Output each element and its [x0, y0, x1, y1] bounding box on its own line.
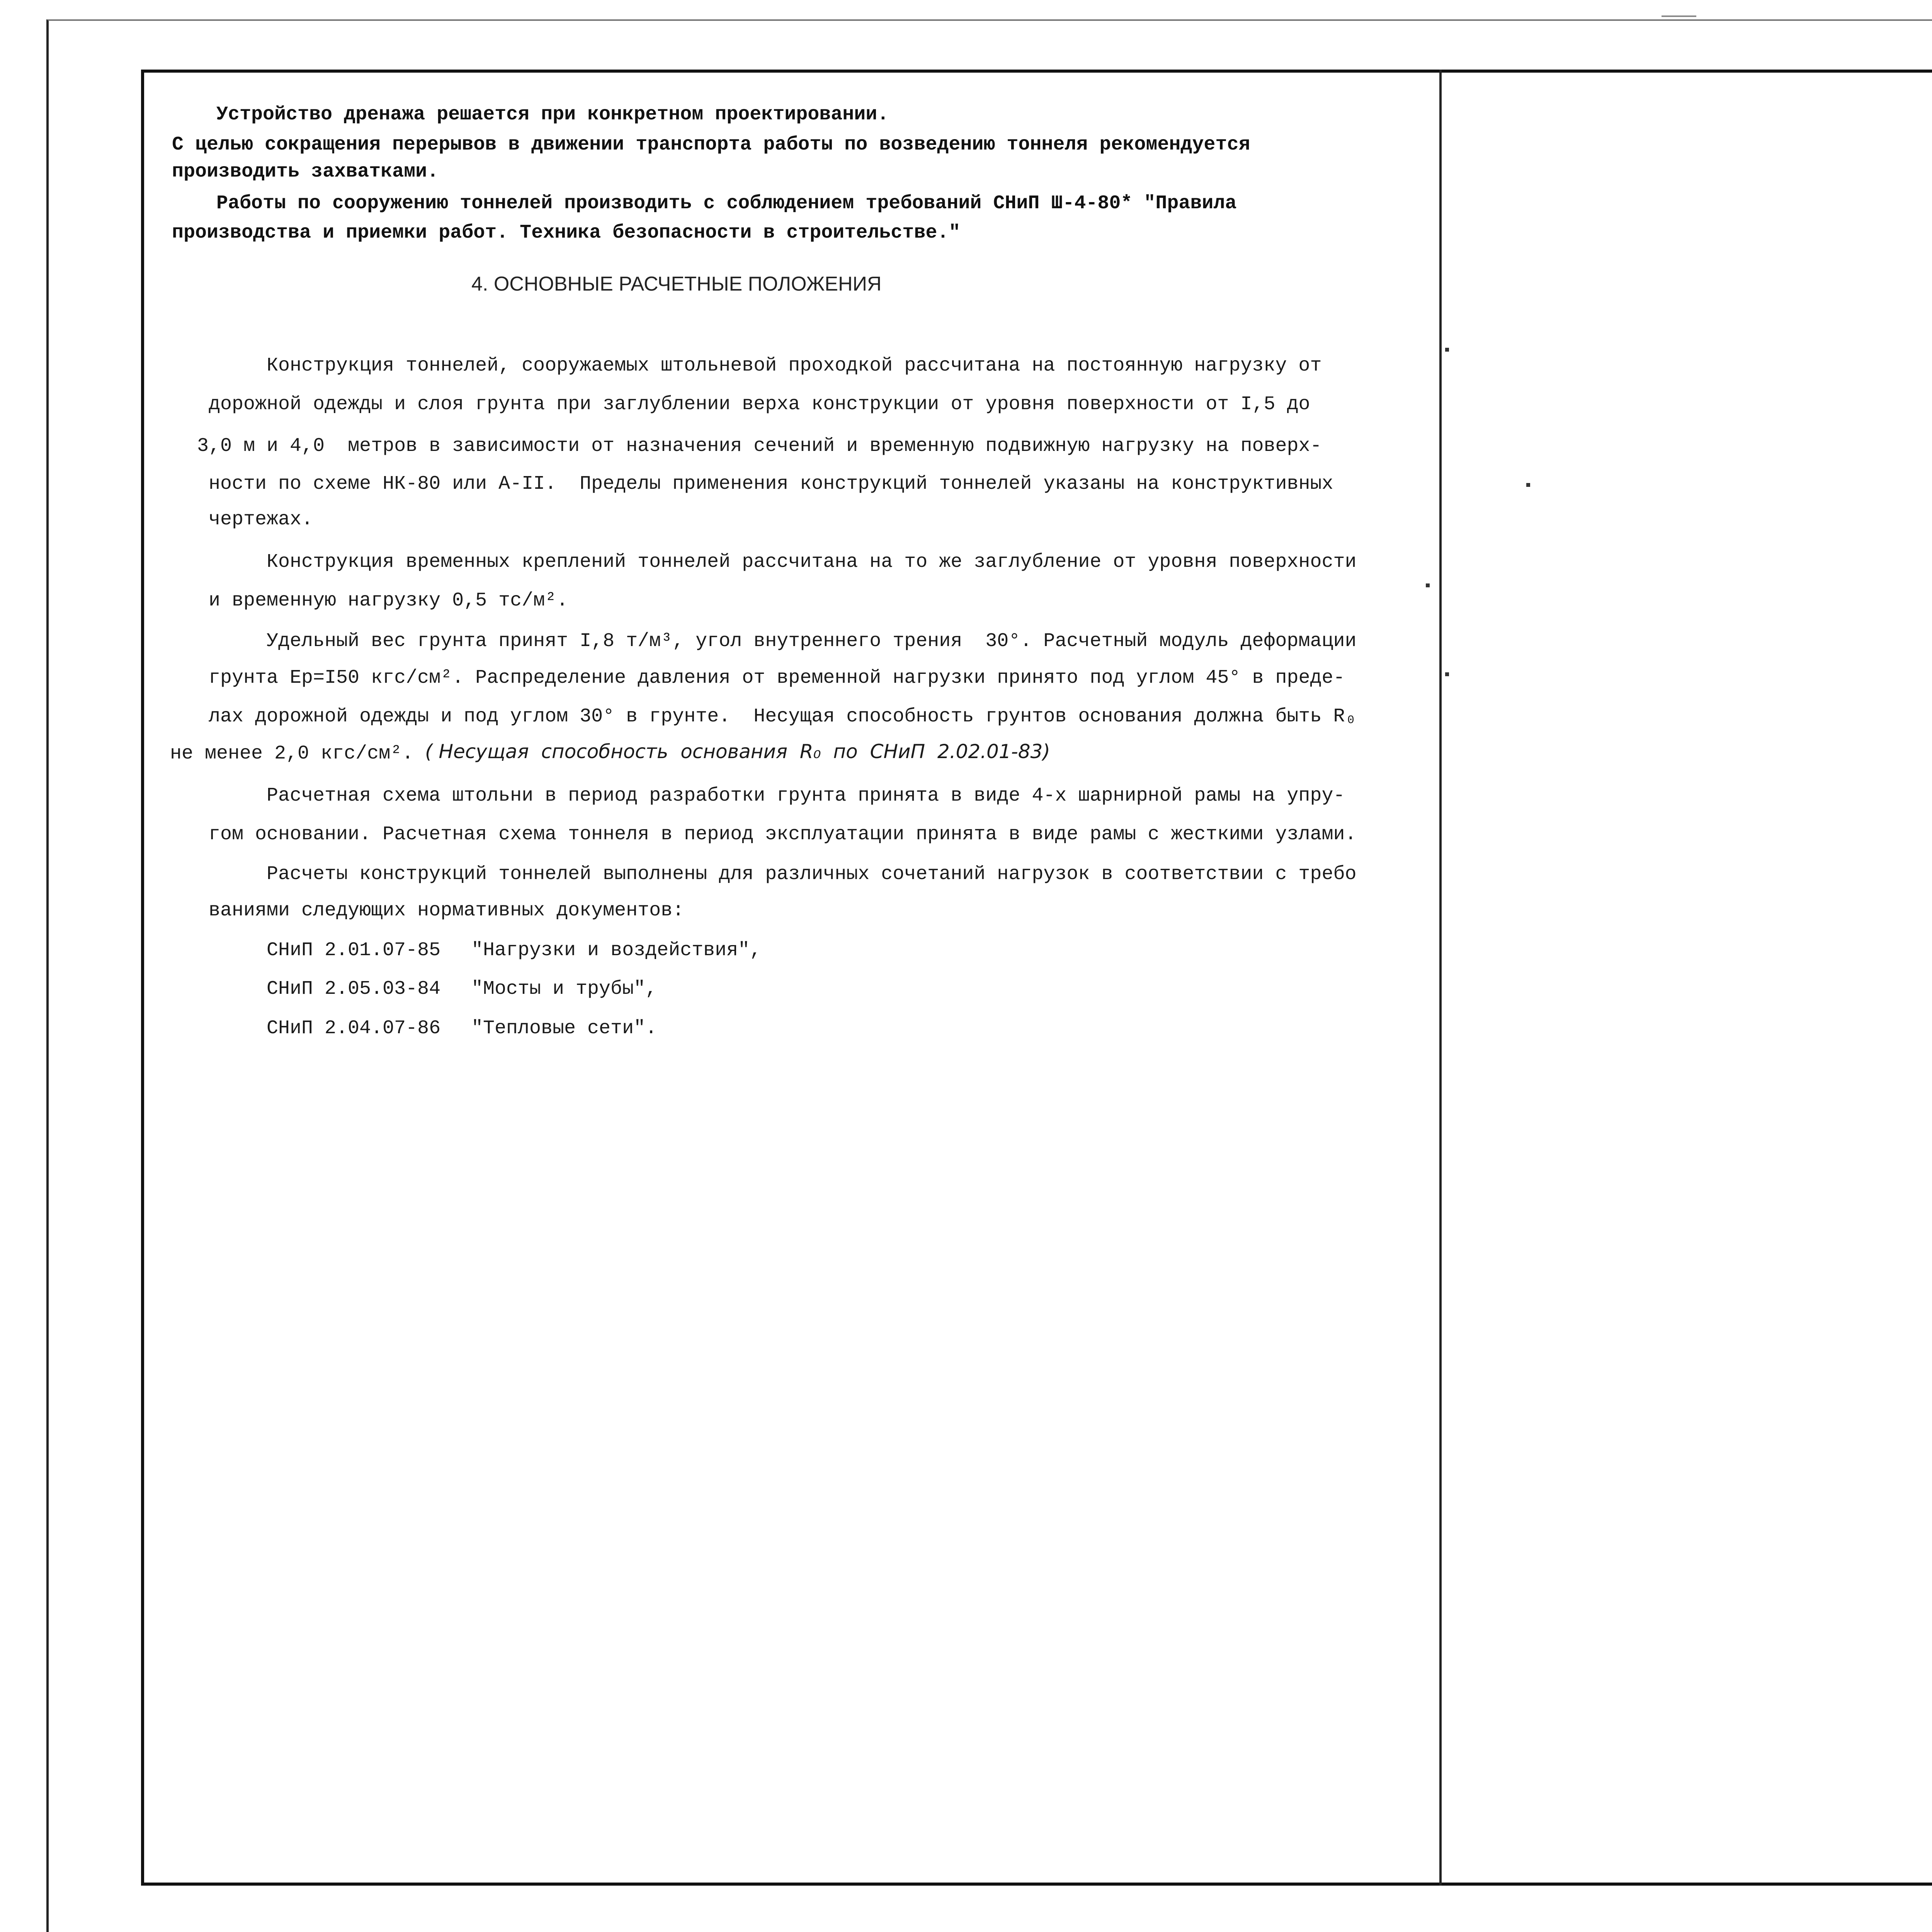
- scan-speck: [1526, 483, 1530, 487]
- scan-speck: [1426, 583, 1430, 587]
- norm-title-1: "Нагрузки и воздействия",: [471, 939, 762, 961]
- p3-line-3: лах дорожной одежды и под углом 30° в грунте. Несущая способность грунтов основания должна быть R₀: [209, 706, 1357, 728]
- p4-line-2: гом основании. Расчетная схема тоннеля в период эксплуатации принята в виде рамы с жесткими узлами.: [209, 823, 1357, 845]
- p5-line-2: ваниями следующих нормативных документов:: [209, 900, 684, 922]
- p1-line-1: Конструкция тоннелей, сооружаемых штольневой проходкой рассчитана на постоянную нагрузку от: [267, 355, 1322, 377]
- intro-line-4: Работы по сооружению тоннелей производить с соблюдением требований СНиП Ш-4-80* "Правила: [216, 192, 1237, 214]
- norm-code-1: СНиП 2.01.07-85: [267, 939, 441, 961]
- p3-line-1: Удельный вес грунта принят I,8 т/м³, угол внутреннего трения 30°. Расчетный модуль деформации: [267, 630, 1357, 652]
- section-title: 4. ОСНОВНЫЕ РАСЧЕТНЫЕ ПОЛОЖЕНИЯ: [471, 273, 882, 295]
- p1-line-5: чертежах.: [209, 509, 313, 531]
- p3-handwritten-note: ( Несущая способность основания R₀ по СНиП 2.02.01-83): [425, 740, 1050, 763]
- column-divider: [1439, 70, 1442, 1886]
- p5-line-1: Расчеты конструкций тоннелей выполнены для различных сочетаний нагрузок в соответствии с требо: [267, 863, 1357, 885]
- norm-title-2: "Мосты и трубы",: [471, 978, 657, 1000]
- scan-speck: [1445, 348, 1449, 352]
- norm-title-3: "Тепловые сети".: [471, 1017, 657, 1039]
- p3-line-2: грунта Ер=I50 кгс/см². Распределение давления от временной нагрузки принято под углом 45° в преде-: [209, 667, 1345, 689]
- norm-code-3: СНиП 2.04.07-86: [267, 1017, 441, 1039]
- intro-line-3: производить захватками.: [172, 161, 439, 183]
- p3-line-4: не менее 2,0 кгс/см².: [170, 743, 414, 765]
- p1-line-3: 3,0 м и 4,0 метров в зависимости от назначения сечений и временную подвижную нагрузку на поверх-: [197, 435, 1322, 457]
- norm-code-2: СНиП 2.05.03-84: [267, 978, 441, 1000]
- intro-line-1: Устройство дренажа решается при конкретном проектировании.: [216, 104, 889, 126]
- scan-line: [1662, 15, 1696, 17]
- p4-line-1: Расчетная схема штольни в период разработки грунта принята в виде 4-х шарнирной рамы на упру-: [267, 785, 1345, 807]
- p1-line-4: ности по схеме НК-80 или А-II. Пределы применения конструкций тоннелей указаны на конструктивных: [209, 473, 1333, 495]
- intro-line-2: С целью сокращения перерывов в движении транспорта работы по возведению тоннеля рекомендуется: [172, 134, 1250, 156]
- scan-speck: [1445, 672, 1449, 676]
- intro-line-5: производства и приемки работ. Техника безопасности в строительстве.": [172, 222, 961, 244]
- p2-line-1: Конструкция временных креплений тоннелей рассчитана на то же заглубление от уровня поверхности: [267, 551, 1357, 573]
- p2-line-2: и временную нагрузку 0,5 тс/м².: [209, 590, 568, 612]
- p1-line-2: дорожной одежды и слоя грунта при заглублении верха конструкции от уровня поверхности от I,5 до: [209, 393, 1310, 415]
